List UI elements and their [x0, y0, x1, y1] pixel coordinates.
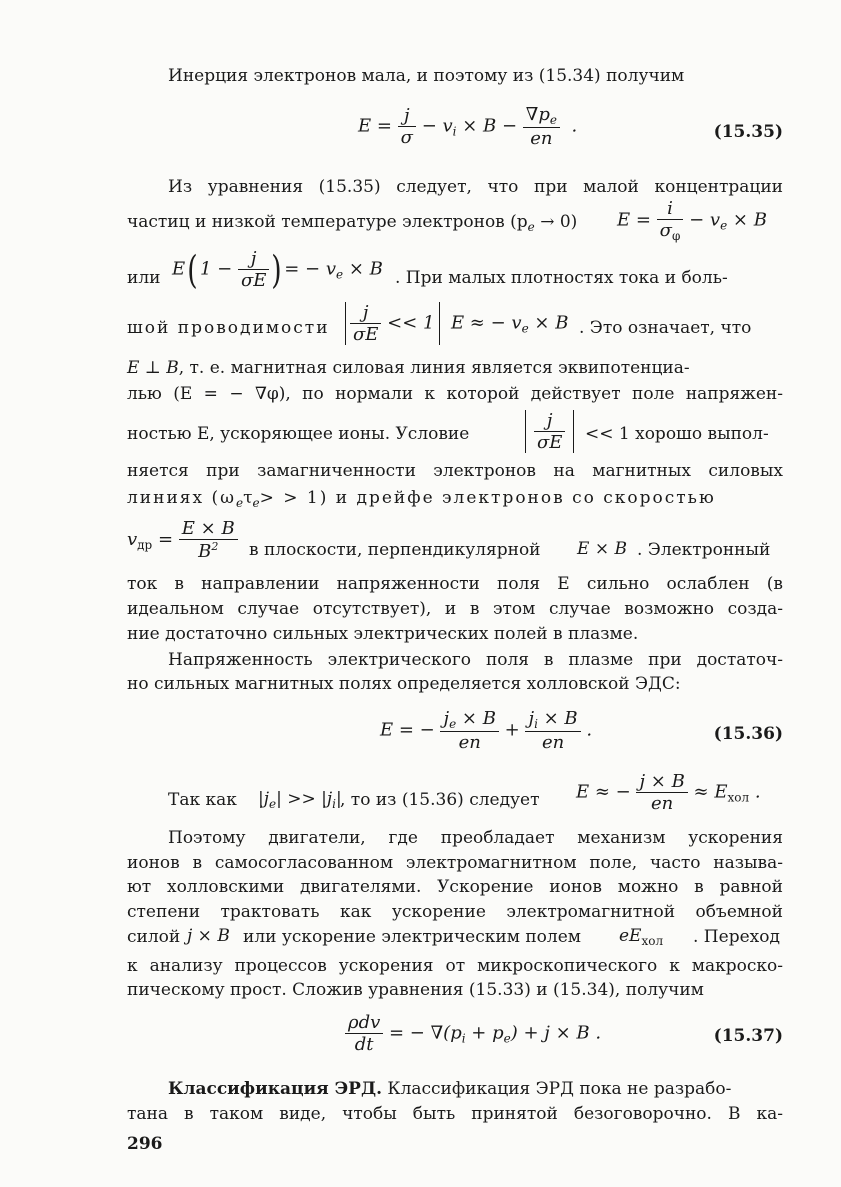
text-span: Так как — [168, 790, 237, 810]
text-span: . Это означает, что — [579, 318, 752, 338]
text-span: → 0) — [540, 212, 578, 232]
inline-equation: E ≈ − $\frac{j \times B}{en}$ ≈ $E_{хол}$ . — [576, 771, 761, 814]
text-line: линиях $(\omega_e\tau_e> > 1)$ и дрейфе электронов со скоростью — [127, 488, 716, 510]
text-line — [168, 1079, 783, 1099]
text-line — [168, 771, 783, 814]
text-line: Инерция электронов мала, и поэтому из (15.34) получим — [168, 66, 685, 86]
equation-15-36: E = − $\frac{j_e \times B}{en}$ + $\frac{j_i \times B}{en}$ . — [380, 708, 593, 753]
inline-equation: E × B — [577, 539, 627, 559]
text-line: ток в направлении напряженности поля E сильно ослаблен (в — [127, 574, 783, 594]
text-span: или — [127, 268, 161, 288]
text-span: > > 1) и дрейфе электронов со скоростью — [259, 488, 716, 508]
inline-equation: $eE_{хол}$ — [619, 926, 664, 948]
inline-equation: E ⊥ B — [127, 358, 179, 378]
text-line — [127, 302, 783, 345]
text-span: шой проводимости — [127, 318, 330, 338]
text-span: . При малых плотностях тока и боль- — [395, 268, 728, 288]
text-span: , то из (15.36) следует — [340, 790, 540, 810]
equation-15-37: $\frac{\text{ρdv}}{dt}$ = − $\nabla(p_i + p_e) + j \times B$ . — [345, 1012, 601, 1055]
text-line: частиц и низкой температуре электронов $(p_e \to 0)$ E = $\frac{i}{\sigma_\varphi}$ − $v_e \times B$ — [127, 198, 767, 243]
inline-equation: $\frac{j}{\sigma E}$ — [525, 410, 574, 453]
equation-number: (15.37) — [713, 1026, 783, 1046]
text-span: . Электронный — [637, 540, 771, 560]
text-line: степени трактовать как ускорение электромагнитной объемной — [127, 902, 783, 922]
text-span: τ — [243, 488, 253, 508]
text-span: линиях (ω — [127, 488, 237, 508]
text-line: ионов в самосогласованном электромагнитном поле, часто называ- — [127, 853, 783, 873]
text-line — [127, 247, 783, 292]
text-span: . Переход — [693, 927, 780, 947]
page-number: 296 — [127, 1134, 163, 1154]
text-line: Из уравнения (15.35) следует, что при малой концентрации — [168, 177, 783, 197]
text-line: но сильных магнитных полях определяется холловской ЭДС: — [127, 674, 681, 694]
text-line: Поэтому двигатели, где преобладает механизм ускорения — [168, 828, 783, 848]
inline-equation: j × B — [187, 926, 230, 946]
inline-equation: E = $\frac{i}{\sigma_\varphi}$ − $v_e \times B$ — [617, 198, 767, 243]
inline-equation: E( 1 − $\frac{j}{\sigma E}$ ) = − $v_e \times B$ — [172, 247, 383, 292]
equation-number: (15.36) — [713, 724, 783, 744]
text-line: идеальном случае отсутствует), и в этом случае возможно созда- — [127, 599, 783, 619]
text-span: << 1 хорошо выпол- — [585, 424, 769, 444]
equation-15-35: E = $\frac{j}{\sigma}$ − $v_i \times B$ − $\frac{\nabla p_e}{en}$ . — [358, 104, 578, 149]
inline-equation: $|j_e| >> |j_i|$ — [258, 789, 342, 811]
text-span: ностью E, ускоряющее ионы. Условие — [127, 424, 470, 444]
text-line: лью (E = − ∇φ), по нормали к которой действует поле напряжен- — [127, 384, 783, 404]
text-span: в плоскости, перпендикулярной — [249, 540, 541, 560]
inline-equation: $\frac{j}{\sigma E}$ << 1 E ≈ − $v_e \times B$ — [345, 302, 568, 345]
text-line: ние достаточно сильных электрических полей в плазме. — [127, 624, 639, 644]
text-span: частиц и низкой температуре электронов (p — [127, 212, 528, 232]
text-span: Классификация ЭРД пока не разрабо- — [387, 1079, 732, 1099]
subscript: хол — [727, 790, 750, 805]
inline-equation: $v_{др}$ = $\frac{E \times B}{B^2}$ — [127, 518, 238, 562]
section-heading: Классификация ЭРД. — [168, 1079, 382, 1099]
text-line — [127, 927, 783, 947]
text-span: силой — [127, 927, 181, 947]
text-line: Напряженность электрического поля в плазме при достаточ- — [168, 650, 783, 670]
text-line — [127, 358, 783, 378]
text-span: или ускорение электрическим полем — [243, 927, 581, 947]
text-line: тана в таком виде, чтобы быть принятой безоговорочно. В ка- — [127, 1104, 783, 1124]
text-line: пическому прост. Сложив уравнения (15.33) и (15.34), получим — [127, 980, 704, 1000]
text-line: ют холловскими двигателями. Ускорение ионов можно в равной — [127, 877, 783, 897]
text-line: к анализу процессов ускорения от микроскопического к макроско- — [127, 956, 783, 976]
text-line: няется при замагниченности электронов на магнитных силовых — [127, 461, 783, 481]
text-line — [127, 410, 783, 453]
equation-number: (15.35) — [713, 122, 783, 142]
text-span: , т. е. магнитная силовая линия является эквипотенциа- — [178, 358, 690, 378]
